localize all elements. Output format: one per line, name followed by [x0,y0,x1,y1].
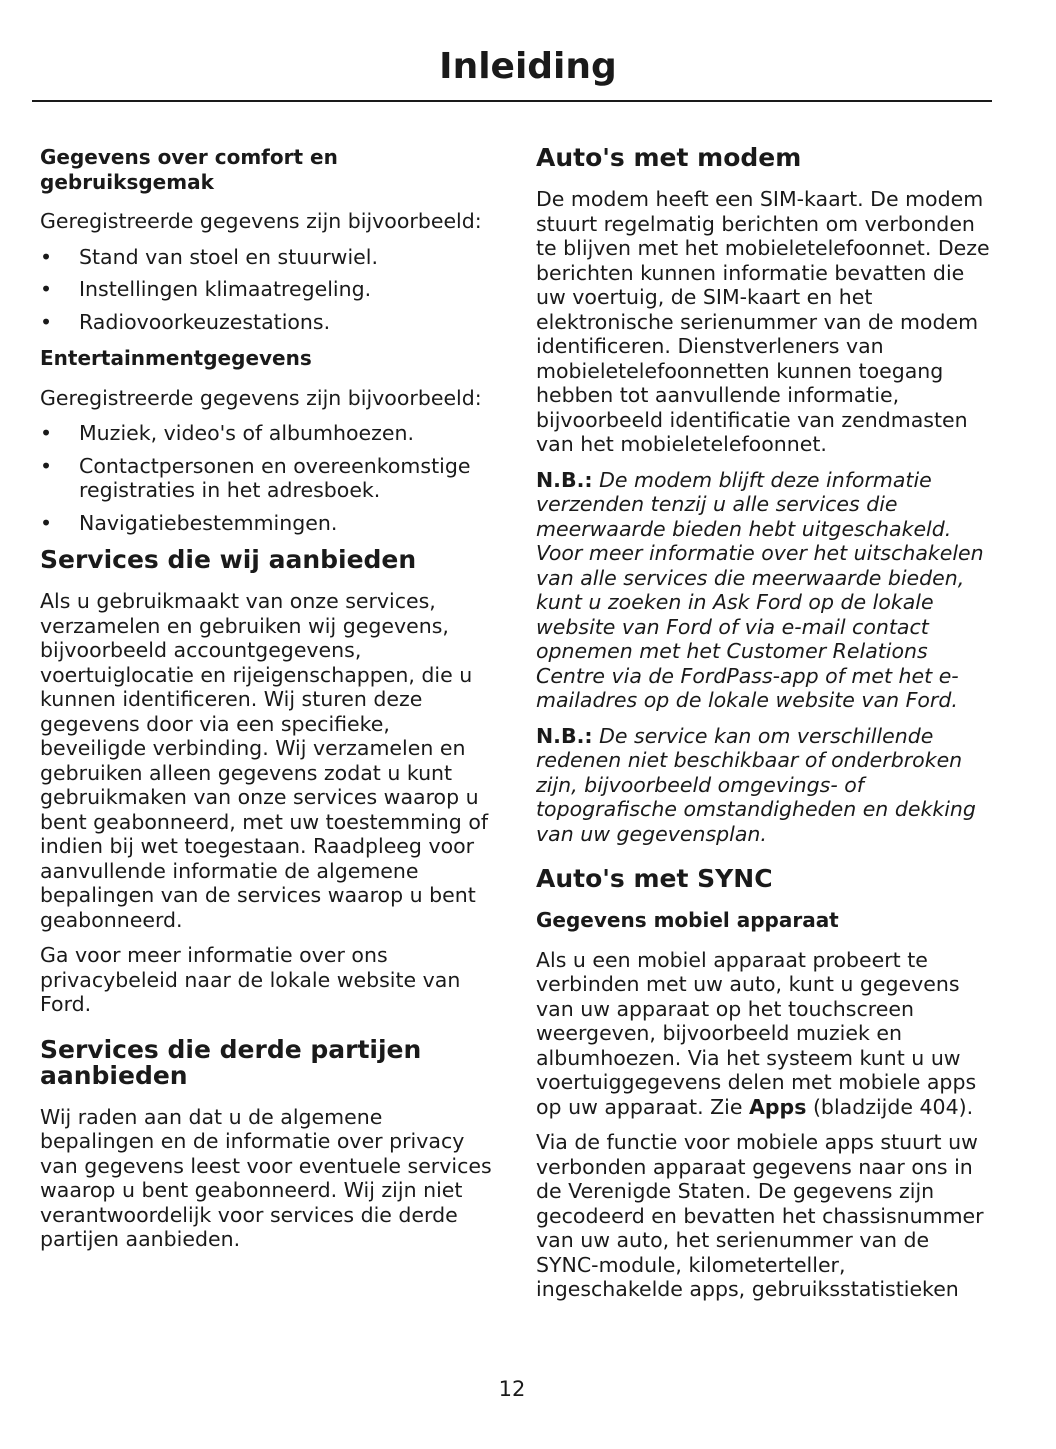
note-text: De modem blijft deze informatie verzenden tenzij u alle services die meerwaarde bieden hebt uitgeschakeld. Voor meer informatie over het uitschakelen van alle services die meerwaarde bieden, kunt u zoeken in Ask Ford op de lokale website van Ford of via e-mail contact opnemen met het Customer Relations Centre via de FordPass-app of met het e-mailadres op de lokale website van Ford. [536,467,984,712]
third-party-heading: Services die derde partijen aanbieden [40,1034,422,1090]
list-item: • Muziek, video's of albumhoezen. [40,421,415,445]
bullet-icon: • [40,421,53,445]
third-party-paragraph: Wij raden aan dat u de algemene bepalingen en de informatie over privacy van gegevens leest voor eventuele services waarop u bent geabonneerd. Wij zijn niet verantwoordelijk voor services die derde partijen aanbieden. [40,1104,492,1251]
mobile-device-data-heading: Gegevens mobiel apparaat [536,908,839,932]
apps-reference-link[interactable]: Apps [749,1094,807,1119]
sync-paragraph-1: Als u een mobiel apparaat probeert te verbinden met uw auto, kunt u gegevens van uw apparaat op het touchscreen weergeven, bijvoorbeeld muziek en albumhoezen. Via het systeem kunt u uw voertuiggegevens delen met mobiele apps op uw apparaat. Zie Apps (bladzijde 404). [536,947,977,1119]
comfort-list [40,245,495,335]
page-title: Inleiding [439,46,617,87]
bullet-icon: • [40,309,53,334]
comfort-intro: Geregistreerde gegevens zijn bijvoorbeeld: [40,209,482,233]
modem-note-2 [536,724,991,847]
right-column [536,145,991,1313]
list-item: • Stand van stoel en stuurwiel. [40,244,378,269]
modem-note-1 [536,468,991,713]
entertainment-heading: Entertainmentgegevens [40,346,312,370]
list-item: • Navigatiebestemmingen. [40,510,338,535]
bullet-icon: • [40,453,53,478]
bullet-icon: • [40,277,53,301]
sync-heading: Auto's met SYNC [536,864,773,893]
list-item: • Contactpersonen en overeenkomstige registraties in het adresboek. [40,453,471,502]
bullet-icon: • [40,510,53,535]
modem-paragraph: De modem heeft een SIM-kaart. De modem stuurt regelmatig berichten om verbonden te blijven met het mobieletelefoonnet. Deze berichten kunnen informatie bevatten die uw voertuig, de SIM-kaart en het elektronische serienummer van de modem identificeren. Dienstverleners van mobieletelefoonnetten kunnen toegang hebben tot aanvullende informatie, bijvoorbeeld identificatie van zendmasten van het mobieletelefoonnet. [536,187,990,456]
entertainment-intro: Geregistreerde gegevens zijn bijvoorbeeld: [40,385,482,410]
privacy-policy-paragraph: Ga voor meer informatie over ons privacybeleid naar de lokale website van Ford. [40,943,461,1016]
comfort-heading: Gegevens over comfort en gebruiksgemak [40,145,338,194]
left-column [40,145,495,1263]
services-we-offer-heading: Services die wij aanbieden [40,545,417,574]
page-number: 12 [498,1377,526,1401]
bullet-icon: • [40,244,53,269]
entertainment-list [40,421,495,535]
list-item: • Radiovoorkeuzestations. [40,309,331,334]
list-item: • Instellingen klimaatregeling. [40,277,372,301]
note-label: N.B.: [536,467,593,492]
services-we-offer-paragraph: Als u gebruikmaakt van onze services, verzamelen en gebruiken wij gegevens, bijvoorbeeld accountgegevens, voertuiglocatie en rijeigenschappen, die u kunnen identificeren. Wij sturen deze gegevens door via een specifieke, beveiligde verbinding. Wij verzamelen en gebruiken alleen gegevens zodat u kunt gebruikmaken van onze services waarop u bent geabonneerd, met uw toestemming of indien bij wet toegestaan. Raadpleeg voor aanvullende informatie de algemene bepalingen van de services waarop u bent geabonneerd. [40,589,489,932]
note-label: N.B.: [536,723,593,748]
modem-heading: Auto's met modem [536,143,802,172]
note-text: De service kan om verschillende redenen niet beschikbaar of onderbroken zijn, bijvoorbeeld omgevings- of topografische omstandigheden en dekking van uw gegevensplan. [536,723,976,846]
title-divider [32,100,992,102]
sync-paragraph-2: Via de functie voor mobiele apps stuurt uw verbonden apparaat gegevens naar ons in de Verenigde Staten. De gegevens zijn gecodeerd en bevatten het chassisnummer van uw auto, het serienummer van de SYNC-module, kilometerteller, ingeschakelde apps, gebruiksstatistieken [536,1130,984,1301]
